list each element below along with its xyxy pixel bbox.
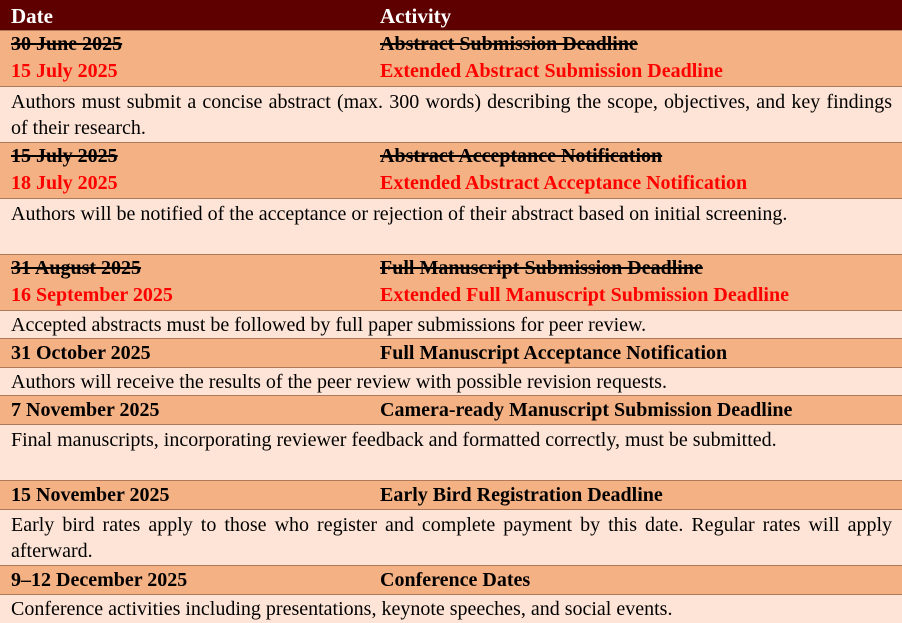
date-column-header: Date [11, 4, 53, 28]
extended-activity: Extended Abstract Acceptance Notification [380, 172, 748, 194]
event-activity: Early Bird Registration Deadline [380, 484, 663, 506]
activity-column-header: Activity [380, 4, 452, 28]
description-row [0, 510, 902, 566]
event-activity: Conference Dates [380, 569, 531, 591]
event-activity: Camera-ready Manuscript Submission Deadline [380, 399, 793, 421]
event-row-early-bird [0, 481, 902, 510]
description-row [0, 199, 902, 255]
original-activity: Full Manuscript Submission Deadline [380, 257, 703, 279]
extended-date: 15 July 2025 [11, 60, 118, 82]
event-activity: Full Manuscript Acceptance Notification [380, 342, 728, 364]
event-row-conference-dates [0, 566, 902, 595]
event-row-full-manuscript-submission [0, 255, 902, 311]
event-description: Early bird rates apply to those who register and complete payment by this date. Regular rates will apply afterward. [11, 514, 892, 562]
event-description: Final manuscripts, incorporating reviewer feedback and formatted correctly, must be submitted. [11, 429, 777, 451]
event-date: 9–12 December 2025 [11, 569, 188, 591]
event-description: Conference activities including presentations, keynote speeches, and social events. [11, 598, 673, 620]
original-date: 30 June 2025 [11, 33, 123, 55]
table-header [0, 0, 902, 31]
description-row [0, 425, 902, 481]
event-row-camera-ready [0, 396, 902, 425]
description-row [0, 595, 902, 623]
extended-date: 18 July 2025 [11, 172, 118, 194]
extended-activity: Extended Full Manuscript Submission Deadline [380, 284, 789, 306]
event-date: 31 October 2025 [11, 342, 151, 364]
event-description: Authors must submit a concise abstract (max. 300 words) describing the scope, objectives, and key findings of their research. [11, 91, 892, 139]
original-activity: Abstract Acceptance Notification [380, 145, 663, 167]
original-date: 31 August 2025 [11, 257, 142, 279]
event-row-abstract-submission [0, 31, 902, 87]
original-activity: Abstract Submission Deadline [380, 33, 638, 55]
description-row [0, 311, 902, 339]
extended-activity: Extended Abstract Submission Deadline [380, 60, 723, 82]
event-description: Authors will be notified of the acceptance or rejection of their abstract based on initial screening. [11, 203, 788, 225]
event-description: Accepted abstracts must be followed by full paper submissions for peer review. [11, 314, 647, 336]
event-date: 7 November 2025 [11, 399, 160, 421]
event-row-manuscript-acceptance [0, 339, 902, 368]
event-date: 15 November 2025 [11, 484, 170, 506]
extended-date: 16 September 2025 [11, 284, 173, 306]
original-date: 15 July 2025 [11, 145, 118, 167]
description-row [0, 87, 902, 143]
event-description: Authors will receive the results of the peer review with possible revision requests. [11, 371, 667, 393]
event-row-abstract-acceptance [0, 143, 902, 199]
description-row [0, 368, 902, 396]
